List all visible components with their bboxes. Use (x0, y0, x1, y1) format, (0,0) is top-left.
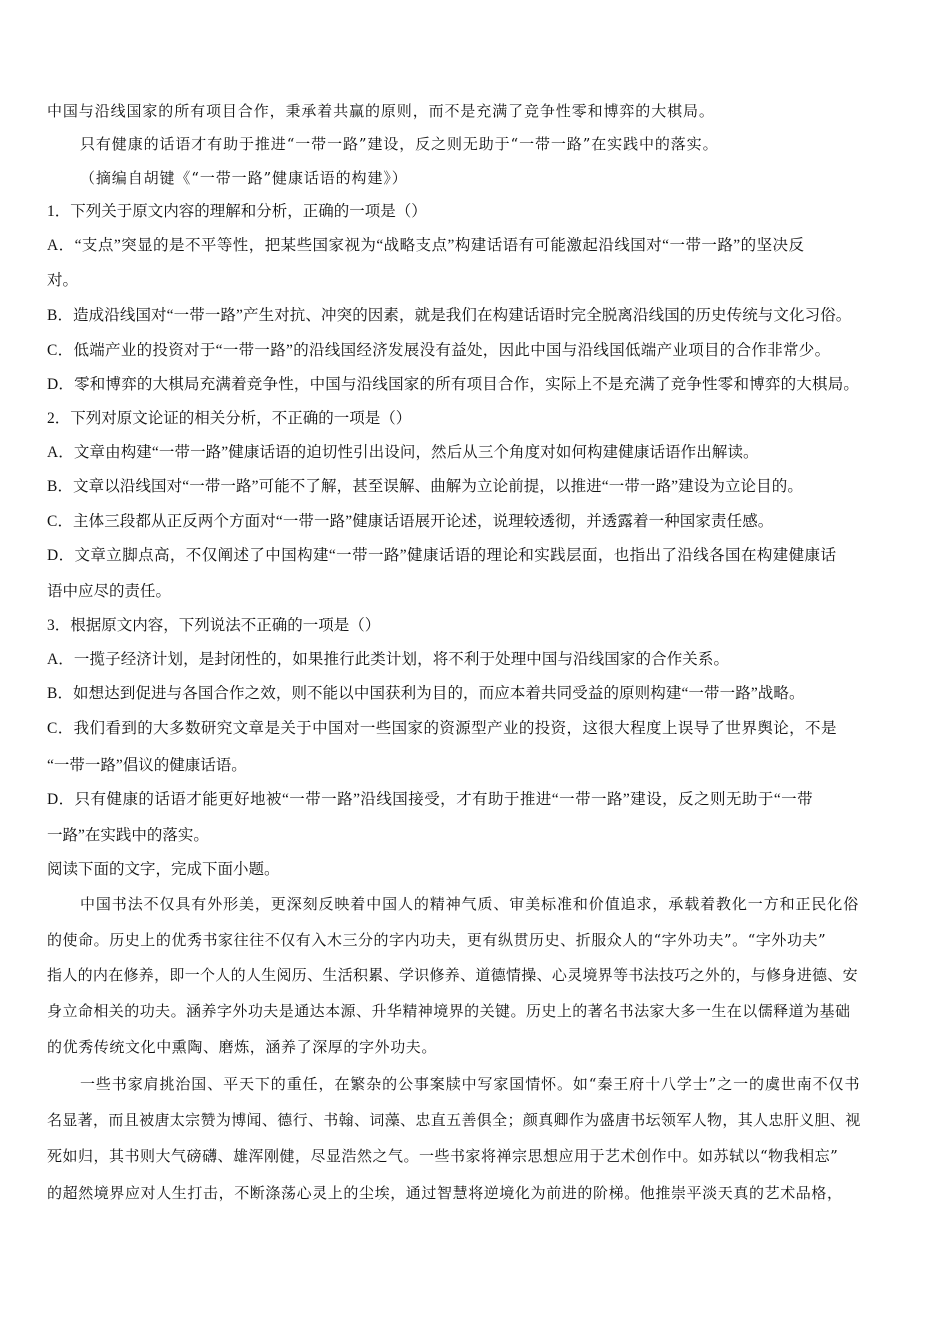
reading-instruction: 阅读下面的文字，完成下面小题。 (47, 861, 280, 878)
q3-option-c-cont: “一带一路”倡议的健康话语。 (47, 757, 247, 774)
q2-option-c: C．主体三段都从正反两个方面对“一带一路”健康话语展开论述，说理较透彻，并透露着一种国家责任感。 (47, 513, 774, 530)
q1-stem: 1．下列关于原文内容的理解和分析，正确的一项是（） (47, 203, 427, 220)
q3-option-d-cont: 一路”在实践中的落实。 (47, 827, 209, 844)
passage2-p2-line4: 的超然境界应对人生打击，不断涤荡心灵上的尘埃，通过智慧将逆境化为前进的阶梯。他推崇平淡天真的艺术品格， (47, 1184, 843, 1202)
q3-option-d: D．只有健康的话语才能更好地被“一带一路”沿线国接受，才有助于推进“一带一路”建设，反之则无助于“一带 (47, 791, 814, 808)
q1-option-d: D．零和博弈的大棋局充满着竞争性，中国与沿线国家的所有项目合作，实际上不是充满了竞争性零和博弈的大棋局。 (47, 376, 860, 393)
passage1-line2: 只有健康的话语才有助于推进“一带一路”建设，反之则无助于“一带一路”在实践中的落实。 (80, 135, 719, 153)
passage2-p1-line4: 身立命相关的功夫。涵养字外功夫是通达本源、升华精神境界的关键。历史上的著名书法家大多一生在以儒释道为基础 (47, 1002, 851, 1020)
q3-option-a: A．一揽子经济计划，是封闭性的，如果推行此类计划，将不利于处理中国与沿线国家的合作关系。 (47, 651, 730, 668)
passage1-source: （摘编自胡键《“一带一路”健康话语的构建》） (80, 169, 408, 187)
q2-option-d: D．文章立脚点高，不仅阐述了中国构建“一带一路”健康话语的理论和实践层面，也指出了沿线各国在构建健康话 (47, 547, 837, 564)
passage1-line1: 中国与沿线国家的所有项目合作，秉承着共赢的原则，而不是充满了竞争性零和博弈的大棋局。 (47, 102, 715, 120)
passage2-p1-line1: 中国书法不仅具有外形美，更深刻反映着中国人的精神气质、审美标准和价值追求，承载着教化一方和正民化俗 (80, 895, 860, 913)
passage2-p2-line2: 名显著，而且被唐太宗赞为博闻、德行、书翰、词藻、忠直五善俱全；颜真卿作为盛唐书坛领军人物，其人忠肝义胆、视 (47, 1111, 861, 1129)
q3-option-c: C．我们看到的大多数研究文章是关于中国对一些国家的资源型产业的投资，这很大程度上误导了世界舆论，不是 (47, 720, 837, 737)
q1-option-a: A．“支点”突显的是不平等性，把某些国家视为“战略支点”构建话语有可能激起沿线国对“一带一路”的坚决反 (47, 237, 805, 254)
passage2-p1-line5: 的优秀传统文化中熏陶、磨炼，涵养了深厚的字外功夫。 (47, 1038, 438, 1056)
passage2-p1-line3: 指人的内在修养，即一个人的人生阅历、生活积累、学识修养、道德情操、心灵境界等书法技巧之外的，与修身进德、安 (47, 966, 858, 984)
q1-option-a-cont: 对。 (47, 272, 79, 289)
q2-stem: 2．下列对原文论证的相关分析，不正确的一项是（） (47, 410, 412, 427)
passage2-p2-line1: 一些书家肩挑治国、平天下的重任，在繁杂的公事案牍中写家国情怀。如“秦王府十八学士”之一的虞世南不仅书 (80, 1075, 861, 1093)
q2-option-b: B．文章以沿线国对“一带一路”可能不了解，甚至误解、曲解为立论前提，以推进“一带一路”建设为立论目的。 (47, 478, 803, 495)
q2-option-a: A．文章由构建“一带一路”健康话语的迫切性引出设问，然后从三个角度对如何构建健康话语作出解读。 (47, 444, 759, 461)
q3-stem: 3．根据原文内容，下列说法不正确的一项是（） (47, 617, 381, 634)
passage2-p2-line3: 死如归，其书则大气磅礴、雄浑刚健，尽显浩然之气。一些书家将禅宗思想应用于艺术创作中。如苏轼以“物我相忘” (47, 1147, 839, 1165)
passage2-p1-line2: 的使命。历史上的优秀书家往往不仅有入木三分的字内功夫，更有纵贯历史、折服众人的“字外功夫”。“字外功夫” (47, 931, 827, 949)
q1-option-c: C．低端产业的投资对于“一带一路”的沿线国经济发展没有益处，因此中国与沿线国低端产业项目的合作非常少。 (47, 342, 831, 359)
q3-option-b: B．如想达到促进与各国合作之效，则不能以中国获利为目的，而应本着共同受益的原则构建“一带一路”战略。 (47, 685, 805, 702)
q2-option-d-cont: 语中应尽的责任。 (47, 583, 172, 600)
q1-option-b: B．造成沿线国对“一带一路”产生对抗、冲突的因素，就是我们在构建话语时完全脱离沿线国的历史传统与文化习俗。 (47, 307, 852, 324)
